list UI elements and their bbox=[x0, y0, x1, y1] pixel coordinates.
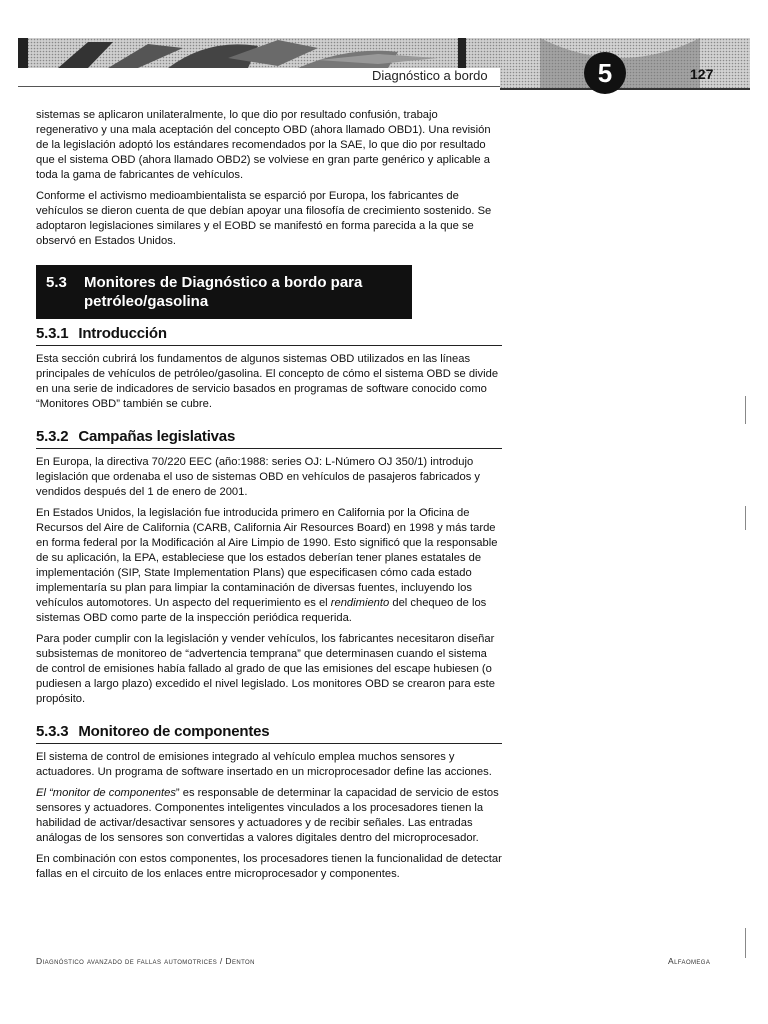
footer-book-title: Diagnóstico avanzado de fallas automotrices / Denton bbox=[36, 956, 255, 966]
emphasis-text: monitor de componentes bbox=[52, 787, 176, 799]
paragraph: En combinación con estos componentes, los procesadores tienen la funcionalidad de detectar fallas en el circuito de los enlaces entre microprocesador y componentes. bbox=[36, 853, 502, 880]
paragraph: Para poder cumplir con la legislación y vender vehículos, los fabricantes necesitaron diseñar subsistemas de monitoreo de “advertencia temprana” que determinasen cuando el sistema de control de emisiones había fallado al grado de que las emisiones del escape hubiesen (o pudiesen a largo plazo) excedido el nivel legislado. Los monitores OBD se crearon para este propósito. bbox=[36, 633, 495, 705]
subsection-number: 5.3.3 bbox=[36, 723, 69, 740]
subsection-title: Campañas legislativas bbox=[78, 428, 236, 445]
paragraph bbox=[36, 786, 502, 846]
paragraph-text: El “ bbox=[36, 787, 53, 799]
chapter-number-badge: 5 bbox=[584, 52, 626, 94]
margin-mark bbox=[745, 396, 746, 424]
header-tab-band bbox=[500, 38, 750, 90]
paragraph-text: En Estados Unidos, la legislación fue introducida primero en California por la Oficina de Recursos del Aire de California (CARB, California Air Resources Board) en 1998 y más tarde en forma federal por la Modificación al Aire Limpio de 1990. Esto significó que la responsable de su aplicación, la EPA, estableciese que los estados deberían tener planes estatales de implementación (SIP, State Implementation Plans) que especificasen cómo cada estado implementaría su plan para limpiar la contaminación de diversas fuentes, incluyendo los vehículos automotores. Un aspecto del requerimiento es el bbox=[36, 507, 498, 609]
section-heading bbox=[36, 265, 412, 319]
subsection-title: Monitoreo de componentes bbox=[78, 723, 270, 740]
page-number: 127 bbox=[690, 66, 714, 82]
paragraph-text: del chequeo de los sistemas OBD como parte de la inspección periódica requerida. bbox=[36, 597, 487, 624]
subsection-number: 5.3.2 bbox=[36, 428, 69, 445]
paragraph: Esta sección cubrirá los fundamentos de algunos sistemas OBD utilizados en las líneas principales de vehículos de petróleo/gasolina. El concepto de cómo el sistema OBD se divide en una serie de indicadores de servicio basados en programas de software conocido como “Monitores OBD” también se cubre. bbox=[36, 353, 499, 410]
paragraph bbox=[36, 506, 502, 626]
subsection-title: Introducción bbox=[78, 325, 167, 342]
running-title: Diagnóstico a bordo bbox=[372, 68, 488, 83]
subsection-heading-campanas bbox=[36, 428, 502, 449]
margin-mark bbox=[745, 928, 746, 958]
emphasis-text: rendimiento bbox=[330, 597, 390, 609]
header-rule bbox=[18, 86, 500, 87]
header-decorative-band bbox=[18, 38, 500, 68]
subsection-heading-monitoreo bbox=[36, 723, 502, 744]
section-number: 5.3 bbox=[46, 274, 67, 291]
paragraph-text: ” es responsable de determinar la capacidad de servicio de estos sensores y actuadores. Componentes inteligentes vinculados a los procesadores tienen la habilidad de activar/desactivar sensores y actuadores y de recibir señales. Las entradas análogas de los sensores son convertidas a valores digitales dentro del microprocesador. bbox=[36, 787, 499, 844]
paragraph: En Europa, la directiva 70/220 EEC (año:1988: series OJ: L-Número OJ 350/1) introdujo legislación que ordenaba el uso de sistemas OBD en vehículos de pasajeros fabricados y vendidos después del 1 de enero de 2001. bbox=[36, 456, 481, 498]
margin-mark bbox=[745, 506, 746, 530]
subsection-number: 5.3.1 bbox=[36, 325, 69, 342]
paragraph: El sistema de control de emisiones integrado al vehículo emplea muchos sensores y actuadores. Un programa de software insertado en un microprocesador define las acciones. bbox=[36, 751, 492, 778]
footer-publisher: Alfaomega bbox=[668, 956, 711, 966]
intro-paragraph-1: sistemas se aplicaron unilateralmente, lo que dio por resultado confusión, trabajo regenerativo y una mala aceptación del concepto OBD (ahora llamado OBD1). Una revisión de la legislación adoptó los estándares recomendados por la SAE, lo que dio por resultado que el sistema OBD (ahora llamado OBD2) se volviese en gran parte genérico y aplicable a toda la gama de fabricantes de vehículos. bbox=[36, 109, 491, 181]
page-body bbox=[36, 108, 502, 888]
intro-paragraph-2: Conforme el activismo medioambientalista se esparció por Europa, los fabricantes de vehículos se dieron cuenta de que debían apoyar una filosofía de crecimiento sostenido. Se adoptaron legislaciones similares y el EOBD se manifestó en forma parecida a la que se observó en Estados Unidos. bbox=[36, 190, 492, 247]
subsection-heading-introduccion bbox=[36, 325, 502, 346]
section-title: Monitores de Diagnóstico a bordo para petróleo/gasolina bbox=[84, 274, 363, 310]
